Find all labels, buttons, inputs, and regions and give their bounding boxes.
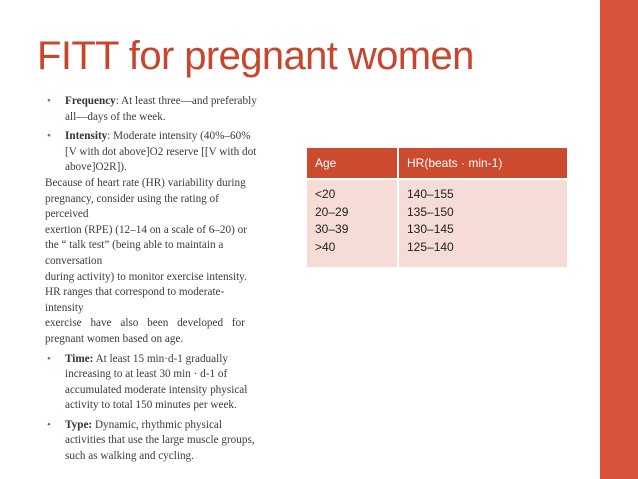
type-bullet	[45, 418, 281, 465]
intensity-text-3: above]O2R]).	[65, 161, 127, 174]
rpe-paragraph	[45, 176, 281, 348]
hr-value: 135–150	[407, 204, 454, 219]
time-text-4: activity to total 150 minutes per week.	[65, 399, 237, 412]
bullet-icon: •	[47, 418, 51, 431]
age-value: 20–29	[315, 204, 349, 219]
slide-title: FITT for pregnant women	[37, 34, 474, 78]
paragraph-line: pregnancy, consider using the rating of	[45, 192, 219, 205]
hr-value: 125–140	[407, 239, 454, 254]
paragraph-line: HR ranges that correspond to moderate-	[45, 286, 225, 299]
table-header-row	[307, 148, 567, 179]
slide-body	[45, 94, 281, 465]
age-value: 30–39	[315, 222, 349, 236]
type-text-2: activities that use the large muscle groups,	[65, 434, 255, 447]
column-header-hr: HR(beats · min-1)	[398, 148, 567, 179]
paragraph-line: exertion (RPE) (12–14 on a scale of 6–20) or	[45, 223, 247, 236]
hr-cell	[398, 179, 567, 267]
time-bullet	[45, 352, 281, 414]
intensity-label: Intensity	[65, 130, 108, 143]
bullet-icon: •	[47, 352, 51, 365]
paragraph-line: during activity) to monitor exercise intensity.	[45, 270, 247, 283]
time-text-3: accumulated moderate intensity physical	[65, 383, 248, 396]
bullet-icon: •	[47, 95, 51, 107]
age-value: >40	[315, 239, 336, 254]
intensity-bullet	[45, 129, 281, 176]
paragraph-line: pregnant women based on age.	[45, 332, 184, 345]
type-label: Type:	[65, 418, 93, 431]
paragraph-line: conversation	[45, 254, 103, 267]
type-text-3: such as walking and cycling.	[65, 450, 194, 463]
intensity-text-1: : Moderate intensity (40%–60%	[107, 130, 251, 143]
paragraph-line: intensity	[45, 301, 84, 314]
paragraph-line: exercise have also been developed for	[45, 317, 245, 330]
paragraph-line: Because of heart rate (HR) variability during	[45, 176, 246, 189]
hr-table	[307, 148, 567, 267]
frequency-bullet	[45, 94, 281, 125]
age-value: <20	[315, 187, 336, 201]
time-text-2: increasing to at least 30 min · d-1 of	[65, 368, 228, 381]
hr-value: 140–155	[407, 187, 454, 201]
paragraph-line: perceived	[45, 208, 89, 221]
time-text-1: At least 15 min·d-1 gradually	[93, 352, 228, 365]
type-text-1: Dynamic, rhythmic physical	[92, 418, 223, 431]
paragraph-line: the “ talk test” (being able to maintain a	[45, 239, 224, 252]
frequency-text-2: all—days of the week.	[65, 110, 166, 123]
time-label: Time:	[65, 352, 94, 365]
table-row	[307, 179, 567, 267]
frequency-label: Frequency	[65, 95, 116, 107]
age-cell	[307, 179, 398, 267]
hr-value: 130–145	[407, 222, 454, 236]
column-header-age: Age	[307, 148, 398, 179]
accent-bar	[600, 0, 638, 479]
frequency-text-1: : At least three—and preferably	[115, 95, 257, 107]
bullet-icon: •	[47, 130, 51, 143]
intensity-text-2: [V with dot above]O2 reserve [[V with dot	[65, 145, 257, 158]
